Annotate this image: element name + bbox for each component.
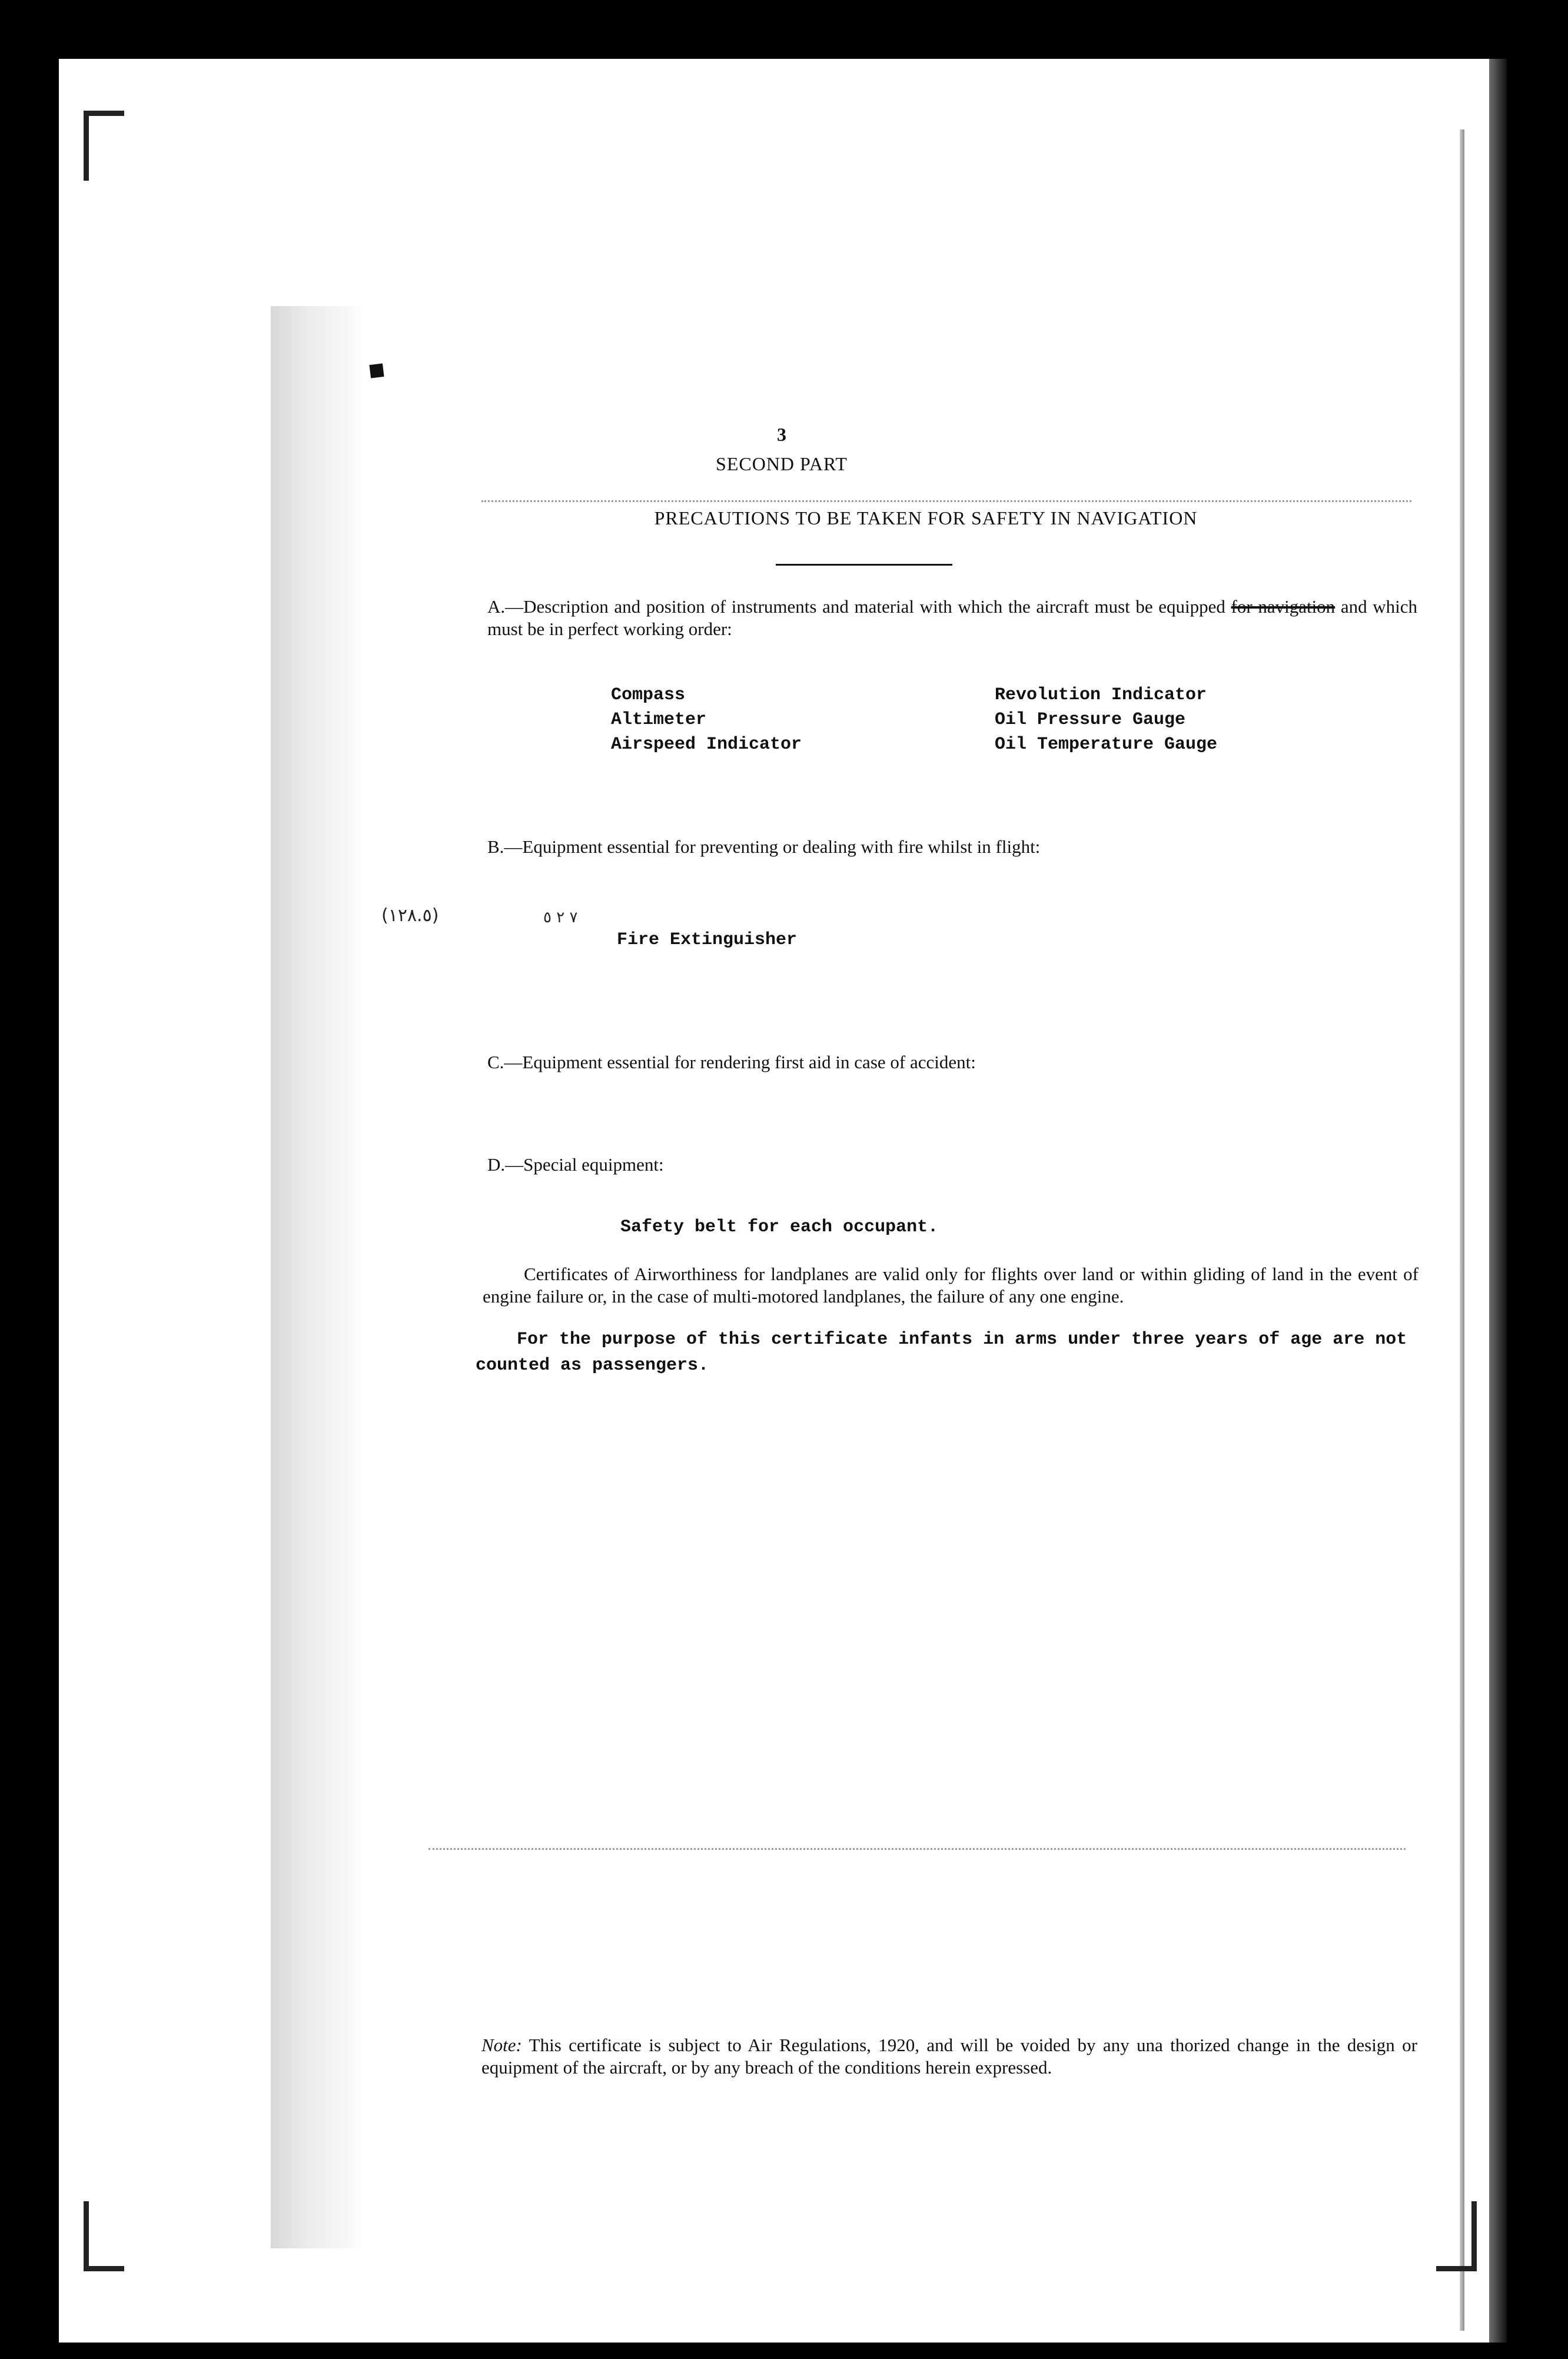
corner-crop-mark <box>1436 2201 1477 2271</box>
page-number: 3 <box>777 424 786 445</box>
note-text: This certificate is subject to Air Regulations, 1920, and will be voided by any una thorized change in the design or equipment of the aircraft, or by any breach of the conditions herein expressed. <box>481 2035 1417 2078</box>
instrument-item: Oil Temperature Gauge <box>995 735 1218 755</box>
heading-rule <box>776 564 952 566</box>
ink-blot-mark <box>360 354 393 387</box>
instrument-item: Oil Pressure Gauge <box>995 710 1186 730</box>
handwritten-annotation: (١٢٨.٥) <box>381 905 439 926</box>
part-title: SECOND PART <box>716 453 848 474</box>
section-d-paragraph: D.—Special equipment: <box>487 1154 664 1175</box>
instrument-item: Airspeed Indicator <box>611 735 802 755</box>
page-shadow <box>271 306 365 2248</box>
instrument-item: Revolution Indicator <box>995 685 1207 705</box>
section-a-text-end: and which must be in perfect working order: <box>487 596 1417 639</box>
section-b-paragraph: B.—Equipment essential for preventing or dealing with fire whilst in flight: <box>487 836 1041 857</box>
instrument-list-right <box>995 683 1217 757</box>
handwritten-annotation: ٧ ٢ ٥ <box>543 909 578 926</box>
document-page <box>59 59 1507 2343</box>
fold-line <box>1460 129 1464 2331</box>
section-c-paragraph: C.—Equipment essential for rendering first aid in case of accident: <box>487 1052 976 1072</box>
note-paragraph <box>481 2034 1417 2079</box>
infants-clause: For the purpose of this certificate infants in arms under three years of age are not counted as passengers. <box>476 1330 1407 1375</box>
section-heading: PRECAUTIONS TO BE TAKEN FOR SAFETY IN NAVIGATION <box>654 507 1198 529</box>
section-a-paragraph <box>487 596 1417 640</box>
instrument-item: Compass <box>611 685 686 705</box>
special-equipment-item: Safety belt for each occupant. <box>620 1217 939 1237</box>
struck-text: for navigation <box>1231 596 1336 617</box>
instrument-item: Altimeter <box>611 710 707 730</box>
corner-crop-mark <box>84 111 124 181</box>
fire-equipment-item: Fire Extinguisher <box>617 930 798 950</box>
instrument-list-left <box>611 683 802 757</box>
note-label: Note: <box>481 2035 522 2055</box>
page-edge <box>1489 59 1507 2343</box>
certificate-clause: Certificates of Airworthiness for landplanes are valid only for flights over land or within gliding of land in the event of engine failure or, in the case of multi-motored landplanes, the failure of any one engine. <box>483 1264 1418 1307</box>
faint-dotted-line <box>428 1848 1406 1850</box>
section-a-text: A.—Description and position of instruments and material with which the aircraft must be equipped <box>487 596 1231 617</box>
faint-dotted-line <box>481 500 1411 502</box>
corner-crop-mark <box>84 2201 124 2271</box>
